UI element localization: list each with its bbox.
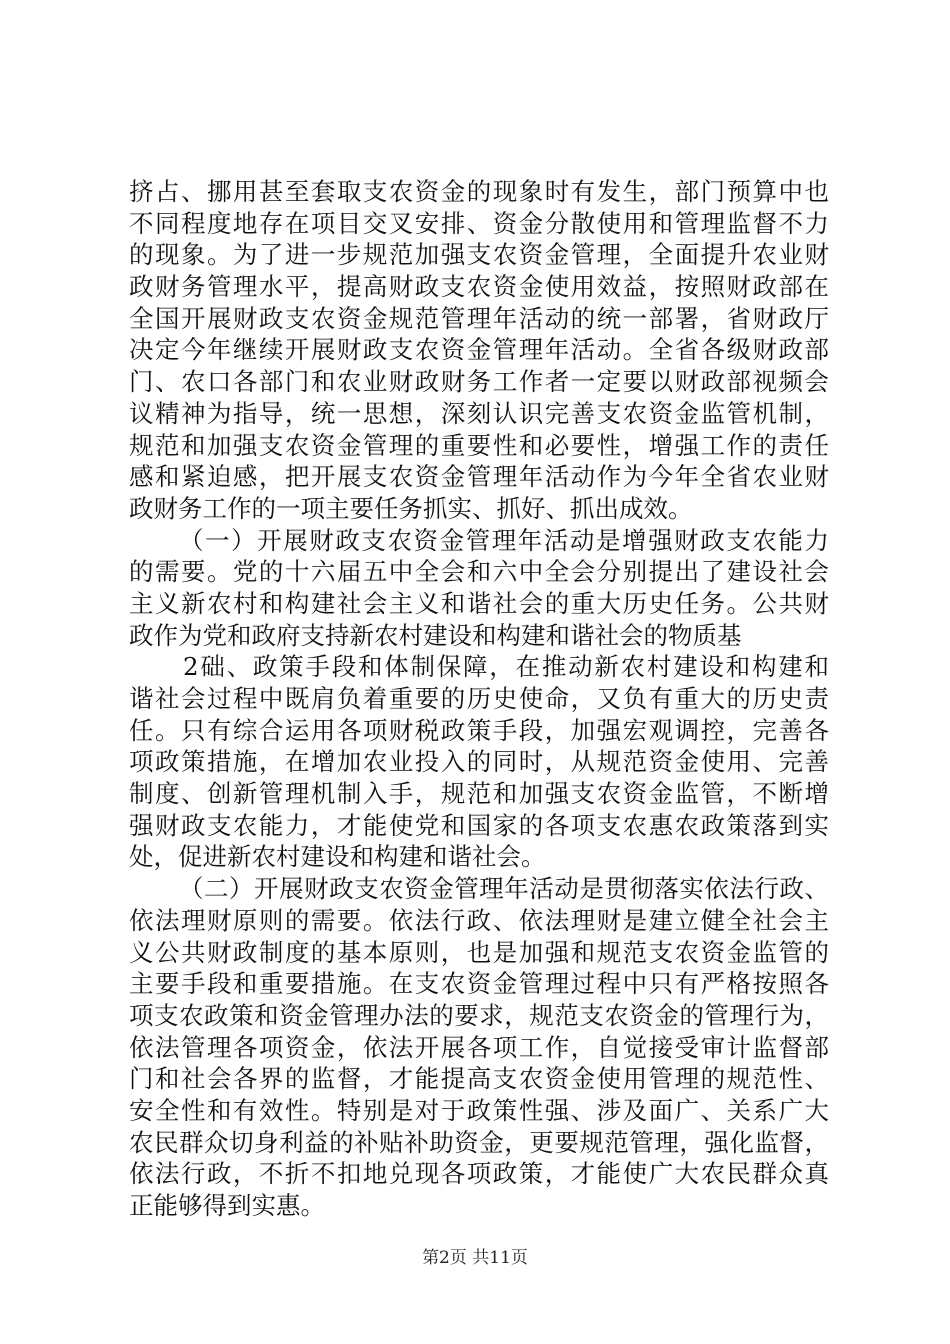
text-line: 门、农口各部门和农业财政财务工作者一定要以财政部视频会: [129, 367, 829, 397]
text-line: 依法理财原则的需要。依法行政、依法理财是建立健全社会主: [129, 905, 829, 935]
text-line: 议精神为指导，统一思想，深刻认识完善支农资金监管机制，: [129, 398, 829, 428]
text-line: 的现象。为了进一步规范加强支农资金管理，全面提升农业财: [129, 240, 829, 270]
text-line: 政财务工作的一项主要任务抓实、抓好、抓出成效。: [129, 493, 693, 523]
text-line: （二）开展财政支农资金管理年活动是贯彻落实依法行政、: [179, 874, 829, 904]
text-line: 规范和加强支农资金管理的重要性和必要性，增强工作的责任: [129, 430, 829, 460]
text-line: 感和紧迫感，把开展支农资金管理年活动作为今年全省农业财: [129, 462, 829, 492]
body-text: [129, 176, 829, 1222]
text-line: 项支农政策和资金管理办法的要求，规范支农资金的管理行为，: [129, 1000, 829, 1030]
page-number-footer: 第2页 共11页: [422, 1248, 528, 1268]
text-line: 谐社会过程中既肩负着重要的历史使命，又负有重大的历史责: [129, 684, 829, 713]
text-line: 义公共财政制度的基本原则，也是加强和规范支农资金监管的: [129, 937, 829, 967]
text-line: 挤占、挪用甚至套取支农资金的现象时有发生，部门预算中也: [129, 177, 829, 206]
paragraph-3: [129, 651, 829, 873]
text-line: 项政策措施，在增加农业投入的同时，从规范资金使用、完善: [129, 747, 829, 777]
text-line: 门和社会各界的监督，才能提高支农资金使用管理的规范性、: [129, 1064, 829, 1094]
text-line: 政财务管理水平，提高财政支农资金使用效益，按照财政部在: [129, 272, 829, 302]
text-line: 依法管理各项资金，依法开展各项工作，自觉接受审计监督部: [129, 1032, 829, 1062]
text-line: 强财政支农能力，才能使党和国家的各项支农惠农政策落到实: [129, 810, 829, 840]
paragraph-2: [129, 525, 829, 652]
text-line: 决定今年继续开展财政支农资金管理年活动。全省各级财政部: [129, 335, 829, 365]
text-line: 制度、创新管理机制入手，规范和加强支农资金监管，不断增: [129, 779, 829, 809]
text-line: 主要手段和重要措施。在支农资金管理过程中只有严格按照各: [129, 969, 829, 999]
paragraph-1: [129, 176, 829, 525]
text-line: 安全性和有效性。特别是对于政策性强、涉及面广、关系广大: [129, 1095, 829, 1125]
text-line: 农民群众切身利益的补贴补助资金，更要规范管理，强化监督，: [129, 1127, 829, 1157]
text-line: 依法行政，不折不扣地兑现各项政策，才能使广大农民群众真: [129, 1159, 829, 1189]
text-line: 政作为党和政府支持新农村建设和构建和谐社会的物质基: [129, 620, 742, 650]
text-line: 的需要。党的十六届五中全会和六中全会分别提出了建设社会: [129, 557, 829, 587]
text-line: 任。只有综合运用各项财税政策手段，加强宏观调控，完善各: [129, 715, 829, 745]
text-line: 处，促进新农村建设和构建和谐社会。: [129, 842, 546, 872]
text-line: （一）开展财政支农资金管理年活动是增强财政支农能力: [179, 525, 829, 555]
text-line: 不同程度地存在项目交叉安排、资金分散使用和管理监督不力: [129, 208, 829, 238]
text-line: 正能够得到实惠。: [129, 1191, 325, 1220]
text-line: 全国开展财政支农资金规范管理年活动的统一部署，省财政厅: [129, 303, 829, 333]
text-line: 2础、政策手段和体制保障，在推动新农村建设和构建和: [183, 652, 829, 682]
paragraph-4: [129, 873, 829, 1222]
text-line: 主义新农村和构建社会主义和谐社会的重大历史任务。公共财: [129, 588, 829, 618]
